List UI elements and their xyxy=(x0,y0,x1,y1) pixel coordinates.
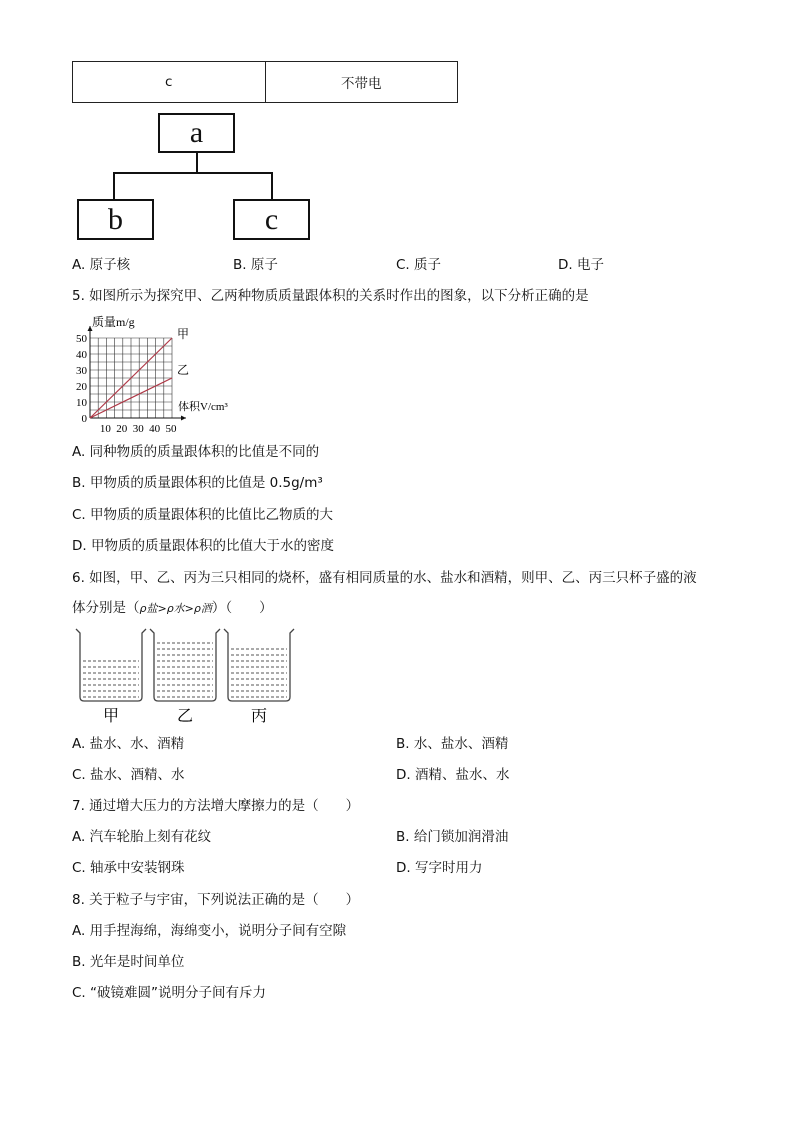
y-tick-label: 40 xyxy=(76,349,87,361)
beaker-yi xyxy=(150,629,220,701)
tree-connector xyxy=(113,172,273,174)
x-axis-arrow xyxy=(181,416,186,421)
tree-node-a: a xyxy=(158,113,235,153)
q5-option-c[interactable]: C. 甲物质的质量跟体积的比值比乙物质的大 xyxy=(72,507,334,523)
beaker-label-bing: 丙 xyxy=(250,708,268,725)
q5-stem: 5. 如图所示为探究甲、乙两种物质质量跟体积的关系时作出的图象，以下分析正确的是 xyxy=(72,288,589,304)
y-tick-label: 0 xyxy=(81,413,87,425)
q4-option-a[interactable]: A. 原子核 xyxy=(72,257,131,273)
q8-option-c[interactable]: C. “破镜难圆”说明分子间有斥力 xyxy=(72,985,266,1001)
q5-option-b[interactable]: B. 甲物质的质量跟体积的比值是 0.5g/m³ xyxy=(72,475,323,491)
q7-option-b[interactable]: B. 给门锁加润滑油 xyxy=(396,829,509,845)
q6-stem-suffix: ）（ ） xyxy=(211,600,273,616)
x-tick-label: 50 xyxy=(165,423,177,435)
beaker-jia xyxy=(76,629,146,701)
y-axis-title: 质量m/g xyxy=(92,315,135,329)
answer-table-row xyxy=(72,61,458,103)
q6-option-d[interactable]: D. 酒精、盐水、水 xyxy=(396,767,510,783)
y-tick-label: 20 xyxy=(76,381,87,393)
series-label-0: 甲 xyxy=(177,327,190,341)
q4-option-d[interactable]: D. 电子 xyxy=(558,257,604,273)
q6-stem-prefix: 体分别是（ xyxy=(72,600,140,616)
q5-option-d[interactable]: D. 甲物质的质量跟体积的比值大于水的密度 xyxy=(72,538,334,554)
density-relation: ρ盐>ρ水>ρ酒 xyxy=(139,602,212,615)
q6-option-a[interactable]: A. 盐水、水、酒精 xyxy=(72,736,185,752)
y-tick-label: 50 xyxy=(76,333,87,345)
x-tick-label: 40 xyxy=(149,423,161,435)
q7-option-a[interactable]: A. 汽车轮胎上刻有花纹 xyxy=(72,829,212,845)
x-tick-label: 10 xyxy=(99,423,111,435)
q7-option-c[interactable]: C. 轴承中安装钢珠 xyxy=(72,860,185,876)
tree-node-b: b xyxy=(77,199,154,240)
beaker-bing xyxy=(224,629,294,701)
tree-connector xyxy=(113,172,115,200)
q4-option-c[interactable]: C. 质子 xyxy=(396,257,442,273)
q8-stem: 8. 关于粒子与宇宙，下列说法正确的是（ ） xyxy=(72,892,360,908)
q7-stem: 7. 通过增大压力的方法增大摩擦力的是（ ） xyxy=(72,798,360,814)
q5-option-a[interactable]: A. 同种物质的质量跟体积的比值是不同的 xyxy=(72,444,320,460)
beaker-label-jia: 甲 xyxy=(102,708,120,725)
y-tick-label: 30 xyxy=(76,365,87,377)
q6-option-b[interactable]: B. 水、盐水、酒精 xyxy=(396,736,509,752)
table-cell-charge: 不带电 xyxy=(341,76,382,92)
q8-option-a[interactable]: A. 用手捏海绵，海绵变小，说明分子间有空隙 xyxy=(72,923,347,939)
chart-labels xyxy=(76,314,228,435)
mass-volume-chart xyxy=(68,310,258,435)
table-cell-particle: c xyxy=(73,62,266,102)
q4-option-b[interactable]: B. 原子 xyxy=(233,257,278,273)
series-label-1: 乙 xyxy=(177,363,190,377)
q6-stem-line1: 6. 如图，甲、乙、丙为三只相同的烧杯，盛有相同质量的水、盐水和酒精，则甲、乙、丙三只杯子盛的液 xyxy=(72,570,697,586)
tree-connector xyxy=(196,153,198,173)
tree-connector xyxy=(271,172,273,200)
x-tick-label: 30 xyxy=(132,423,144,435)
x-axis-title: 体积V/cm³ xyxy=(178,401,228,413)
q6-stem-line2 xyxy=(72,599,273,618)
q7-option-d[interactable]: D. 写字时用力 xyxy=(396,860,483,876)
q6-option-c[interactable]: C. 盐水、酒精、水 xyxy=(72,767,185,783)
y-tick-label: 10 xyxy=(76,397,87,409)
tree-node-c: c xyxy=(233,199,310,240)
beaker-label-yi: 乙 xyxy=(176,708,194,725)
q8-option-b[interactable]: B. 光年是时间单位 xyxy=(72,954,185,970)
beakers-figure xyxy=(72,625,302,725)
x-tick-label: 20 xyxy=(116,423,128,435)
